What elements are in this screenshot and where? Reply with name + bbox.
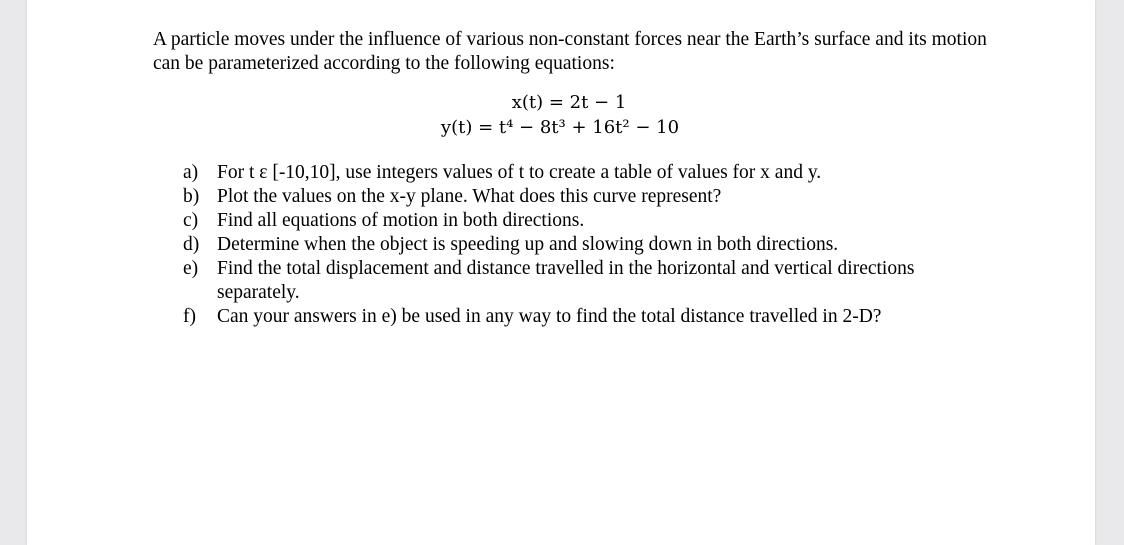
question-marker: b): [183, 186, 200, 207]
intro-paragraph: A particle moves under the influence of various non-constant forces near the Earth’s surface and its motion can be parameterized according to the following equations:: [153, 29, 987, 74]
question-marker: a): [183, 162, 199, 183]
question-marker: c): [183, 210, 199, 231]
question-b: [153, 185, 993, 209]
question-marker: d): [183, 234, 200, 255]
document-content: [153, 28, 993, 329]
question-c: [153, 209, 993, 233]
question-marker: f): [183, 306, 196, 327]
parametric-equations: [153, 90, 967, 140]
question-text: Can your answers in e) be used in any way to find the total distance travelled in 2-D?: [217, 306, 882, 327]
question-f: [153, 305, 993, 329]
question-text: For t ε [-10,10], use integers values of t to create a table of values for x and y.: [217, 162, 822, 183]
question-text: Plot the values on the x-y plane. What does this curve represent?: [217, 186, 722, 207]
question-d: [153, 233, 993, 257]
question-marker: e): [183, 258, 199, 279]
question-list: [153, 161, 993, 329]
question-a: [153, 161, 993, 185]
question-text: Find all equations of motion in both directions.: [217, 210, 585, 231]
document-page: [27, 0, 1095, 545]
equation-y: y(t) = t⁴ − 8t³ + 16t² − 10: [440, 117, 680, 138]
question-e: [153, 257, 993, 305]
equation-x: x(t) = 2t − 1: [511, 92, 627, 113]
question-text: Find the total displacement and distance travelled in the horizontal and vertical directions separately.: [217, 258, 915, 303]
question-text: Determine when the object is speeding up and slowing down in both directions.: [217, 234, 839, 255]
